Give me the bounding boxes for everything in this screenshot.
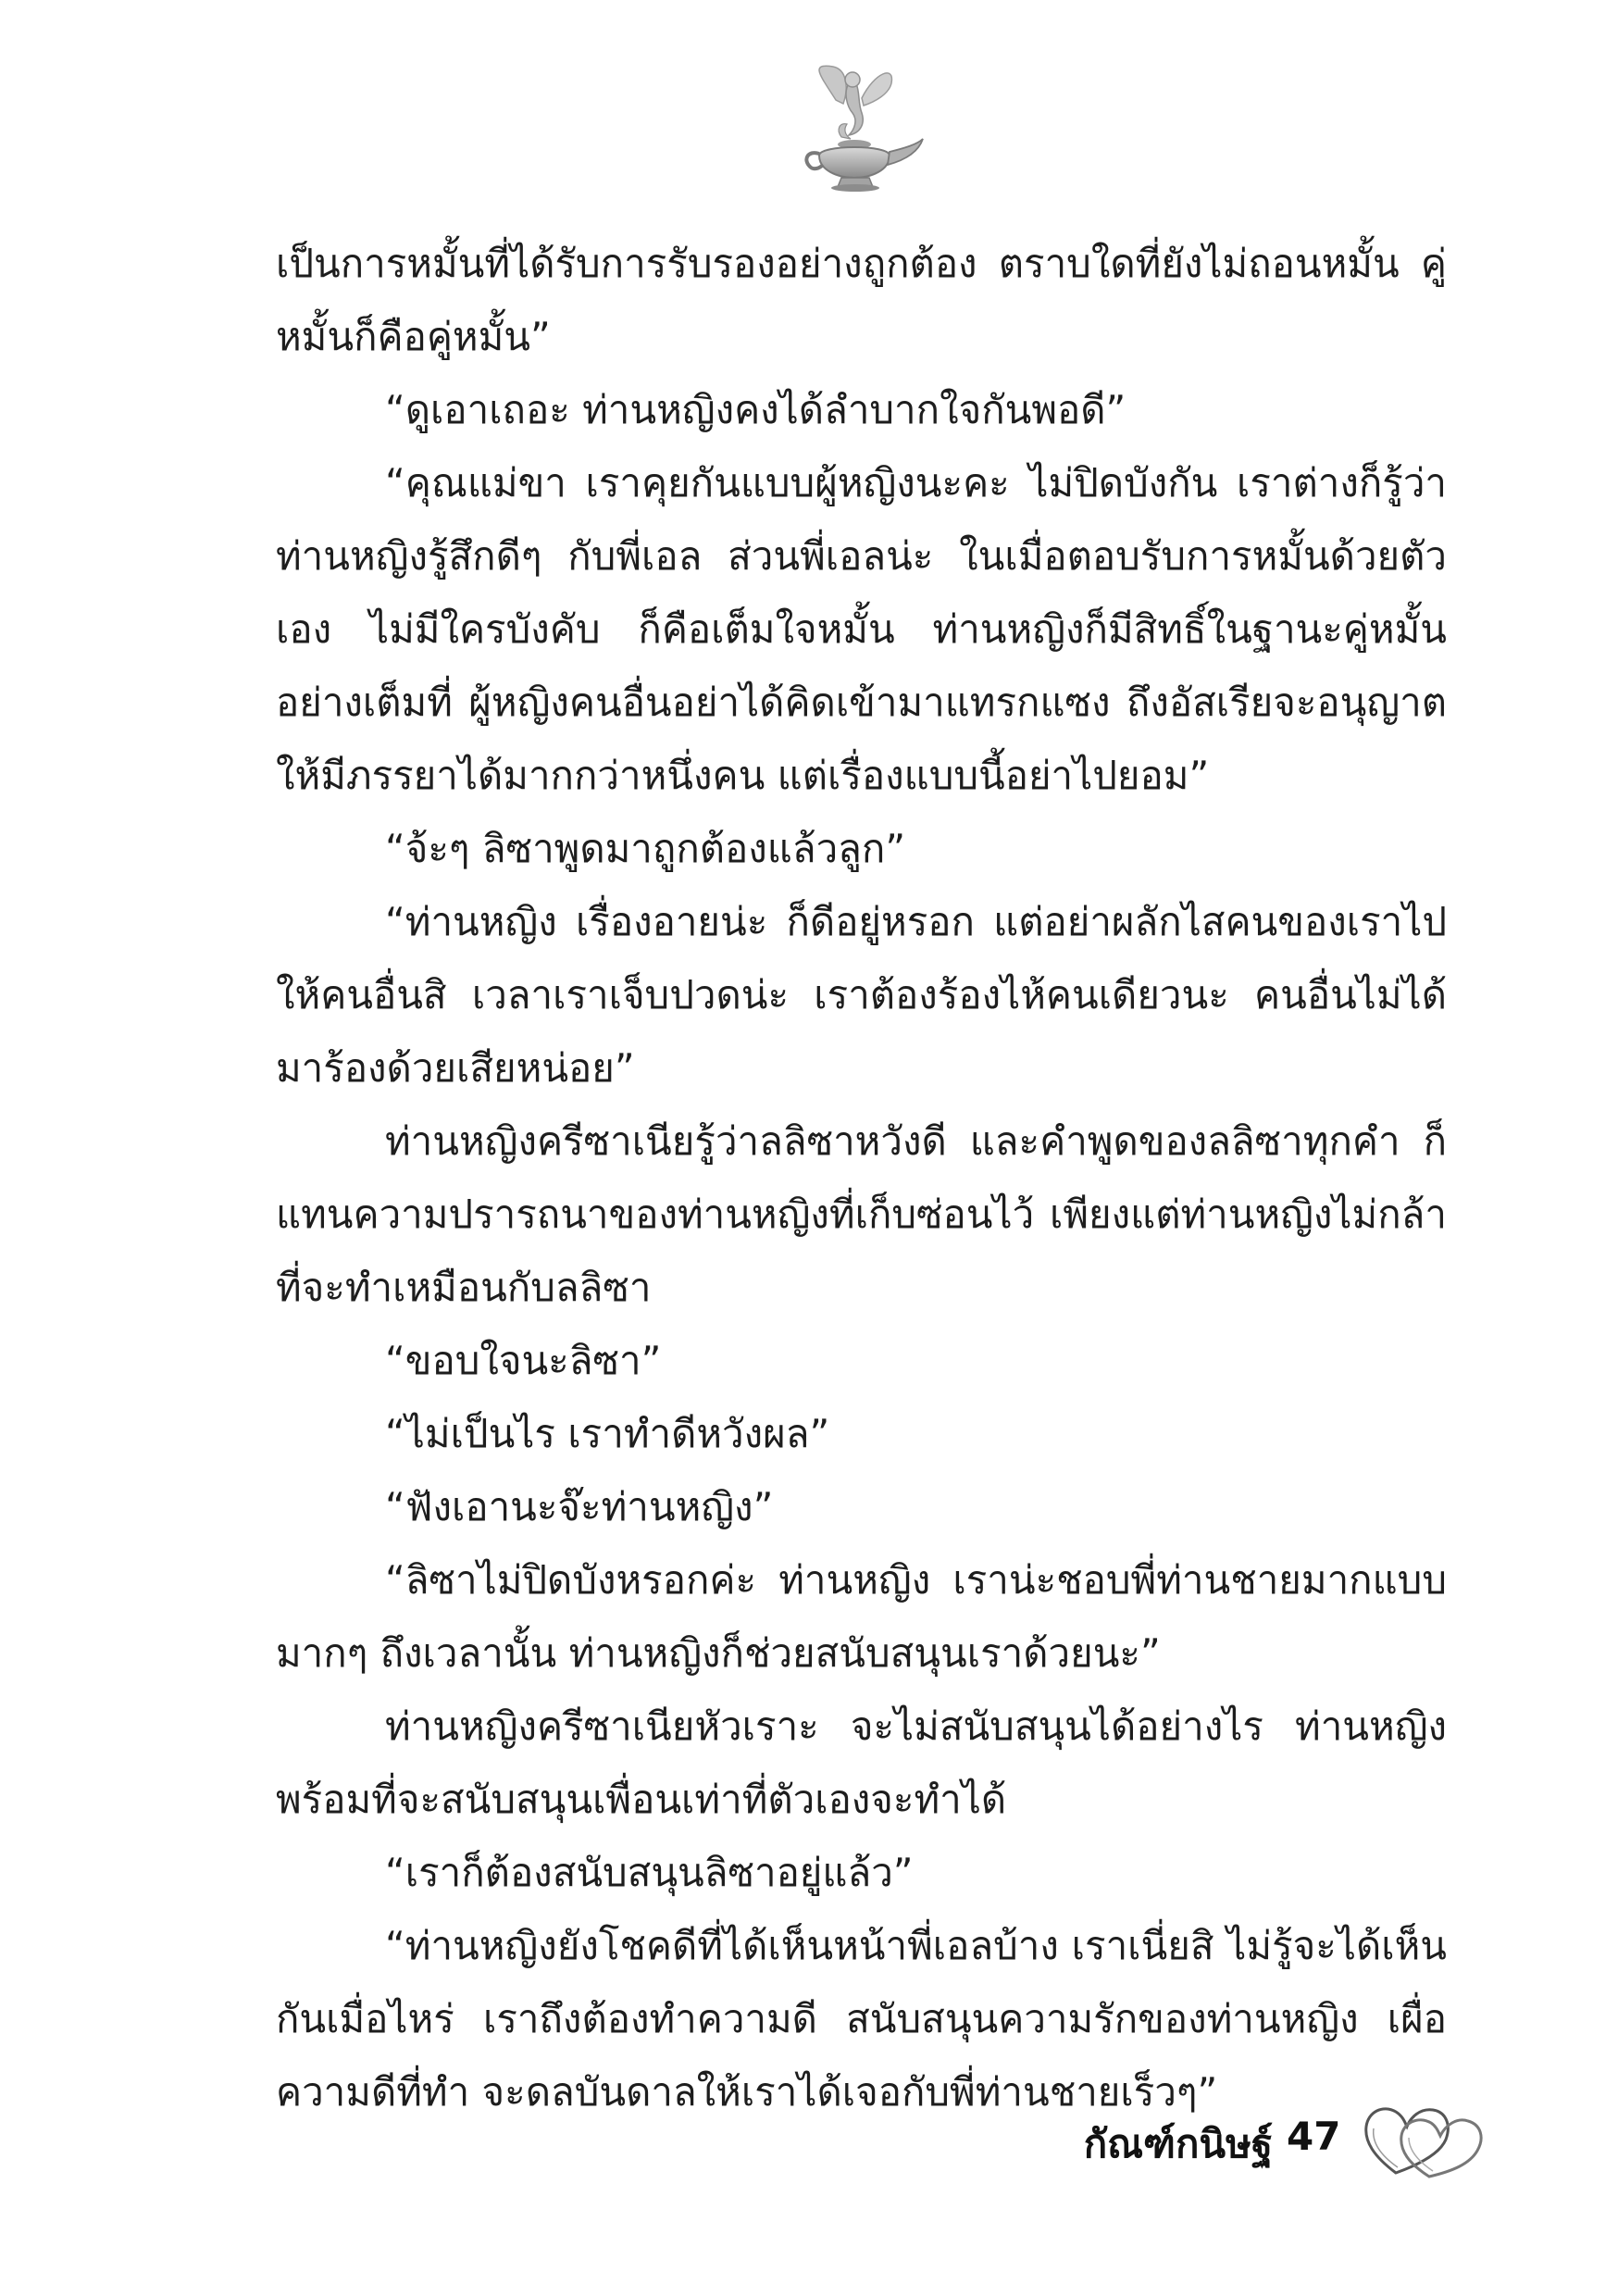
paragraph: ท่านหญิงครีซาเนียหัวเราะ จะไม่สนับสนุนได้อย่างไร ท่านหญิงพร้อมที่จะสนับสนุนเพื่อนเท่าที่ตัวเองจะทำได้ [276,1703,1447,1822]
paragraph: “ท่านหญิง เรื่องอายน่ะ ก็ดีอยู่หรอก แต่อย่าผลักไสคนของเราไปให้คนอื่นสิ เวลาเราเจ็บปวดน่ะ เราต้องร้องไห้คนเดียวนะ คนอื่นไม่ได้มาร้องด้วยเสียหน่อย” [276,899,1447,1091]
paragraph: “ขอบใจนะลิซา” [385,1338,662,1383]
story-text [276,227,1447,2128]
book-title: กัณฑ์กนิษฐ์ [1083,2121,1273,2166]
paragraph: “ฟังเอานะจ๊ะท่านหญิง” [385,1484,774,1529]
paragraph: ท่านหญิงครีซาเนียรู้ว่าลลิซาหวังดี และคำพูดของลลิซาทุกคำ ก็แทนความปรารถนาของท่านหญิงที่เก็บซ่อนไว้ เพียงแต่ท่านหญิงไม่กล้าที่จะทำเหมือนกับลลิซา [276,1118,1447,1310]
double-hearts-icon [1361,2097,1486,2185]
paragraph: “เราก็ต้องสนับสนุนลิซาอยู่แล้ว” [385,1850,914,1895]
page-number: 47 [1287,2114,1341,2159]
paragraph: “ลิซาไม่ปิดบังหรอกค่ะ ท่านหญิง เราน่ะชอบพี่ท่านชายมากแบบมากๆ ถึงเวลานั้น ท่านหญิงก็ช่วยสนับสนุนเราด้วยนะ” [276,1557,1447,1676]
paragraph: “ดูเอาเถอะ ท่านหญิงคงได้ลำบากใจกันพอดี” [385,387,1126,432]
paragraph: “ท่านหญิงยังโชคดีที่ได้เห็นหน้าพี่เอลบ้าง เราเนี่ยสิ ไม่รู้จะได้เห็นกันเมื่อไหร่ เราถึงต้องทำความดี สนับสนุนความรักของท่านหญิง เผื่อความดีที่ทำ จะดลบันดาลให้เราได้เจอกับพี่ท่านชายเร็วๆ” [276,1923,1447,2115]
paragraph: เป็นการหมั้นที่ได้รับการรับรองอย่างถูกต้อง ตราบใดที่ยังไม่ถอนหมั้น คู่หมั้นก็คือคู่หมั้น” [276,241,1447,359]
paragraph: “คุณแม่ขา เราคุยกันแบบผู้หญิงนะคะ ไม่ปิดบังกัน เราต่างก็รู้ว่าท่านหญิงรู้สึกดีๆ กับพี่เอล ส่วนพี่เอลน่ะ ในเมื่อตอบรับการหมั้นด้วยตัวเอง ไม่มีใครบังคับ ก็คือเต็มใจหมั้น ท่านหญิงก็มีสิทธิ์ในฐานะคู่หมั้นอย่างเต็มที่ ผู้หญิงคนอื่นอย่าได้คิดเข้ามาแทรกแซง ถึงอัสเรียจะอนุญาตให้มีภรรยาได้มากกว่าหนึ่งคน แต่เรื่องแบบนี้อย่าไปยอม” [276,460,1447,798]
genie-lamp-with-fairy-icon [782,56,930,194]
page-footer [1004,2097,1560,2180]
paragraph: “ไม่เป็นไร เราทำดีหวังผล” [385,1411,830,1456]
paragraph: “จ้ะๆ ลิซาพูดมาถูกต้องแล้วลูก” [385,826,906,871]
